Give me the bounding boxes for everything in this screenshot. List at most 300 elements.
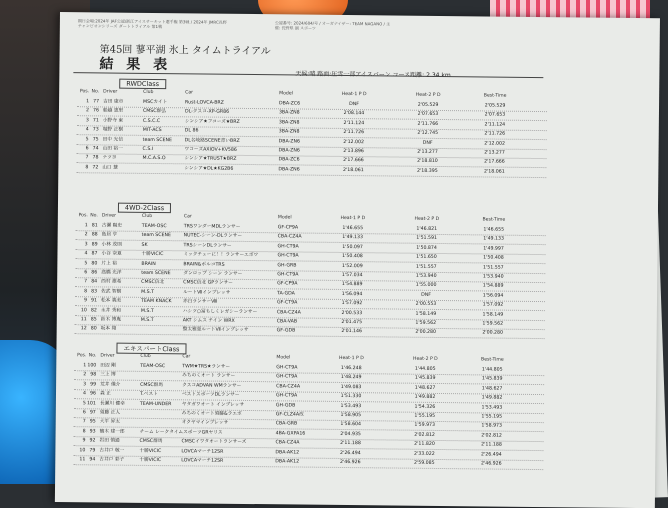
cell-car: LOVCAマーチ12SR	[181, 456, 271, 466]
cell-car: BRAIN&ポルコTRS	[183, 260, 273, 270]
cell-no: 73	[90, 126, 99, 135]
cell-no: 89	[89, 240, 98, 249]
cell-no: 87	[88, 249, 97, 258]
cell-club: team SCENE	[142, 231, 180, 240]
cell-heat2: 1'55.000	[387, 281, 465, 291]
cell-best: 1'51.557	[471, 263, 515, 272]
column-header-car: Car	[185, 90, 275, 96]
column-header-pos: Pos.	[76, 213, 88, 218]
cell-best: 2'18.061	[472, 167, 516, 176]
cell-no: 95	[87, 418, 96, 427]
cell-heat1: 2'11.726	[321, 128, 387, 138]
column-header-club: Club	[142, 214, 180, 219]
cell-best: 1'59.562	[471, 319, 515, 328]
cell-heat1: 2'46.926	[317, 458, 383, 468]
cell-heat1: 2'13.896	[321, 147, 387, 157]
cell-heat2: 2'07.653	[389, 110, 467, 120]
cell-club: M.S.T	[141, 288, 179, 297]
cell-heat2: 2'11.820	[385, 440, 463, 450]
cell-car: ダンロップ シーン ランサー	[183, 269, 273, 279]
cell-club: C.S.I	[143, 145, 181, 154]
cell-model: GH-CT9A	[276, 363, 316, 372]
cell-pos: 2	[77, 107, 89, 116]
cell-heat1: 2'04.935	[318, 430, 384, 440]
cell-model: 3BA-ZN8	[279, 109, 319, 118]
cell-best: 2'13.277	[473, 148, 517, 157]
cell-club: TEAM KNACK	[141, 297, 179, 306]
cell-model: DBA-ZN6	[279, 137, 319, 146]
cell-pos: 3	[74, 380, 86, 389]
cell-heat1: 1'50.097	[320, 243, 386, 253]
cell-heat2: 2'59.085	[385, 458, 463, 468]
cell-club: M.S.T	[141, 316, 179, 325]
cell-car: シンシア★フコーズ★BRZ	[185, 117, 275, 127]
cell-driver: 荒井 儀介	[100, 380, 138, 389]
cell-club: team SCENE	[141, 269, 179, 278]
cell-best: 1'53.493	[470, 403, 514, 412]
cell-heat1: 1'52.009	[319, 261, 385, 271]
column-header-heat1: Heat-1 P D	[318, 356, 384, 362]
cell-heat1: 2'01.146	[319, 327, 385, 337]
cell-club: チーム レークタイムスポーツGRヤリス	[140, 428, 178, 437]
cell-model: DBA-ZN6	[279, 146, 319, 155]
cell-model: DBA-AK12	[275, 457, 315, 466]
cell-heat2: 2'18.810	[388, 157, 466, 167]
cell-pos: 11	[75, 315, 87, 324]
column-header-no: No.	[87, 353, 96, 358]
cell-best: 1'44.805	[470, 365, 514, 374]
cell-driver: 須藤 正人	[100, 408, 138, 417]
cell-heat1: 2'11.124	[321, 119, 387, 129]
cell-heat1: 1'46.248	[318, 364, 384, 374]
cell-car: LOVCAマーチ12SR	[181, 447, 271, 457]
cell-no: 74	[90, 144, 99, 153]
cell-no: 79	[86, 446, 95, 455]
cell-no: 80	[88, 259, 97, 268]
cell-car: クスコADVAN WMランサー	[182, 381, 272, 391]
cell-heat1: 1'53.493	[318, 401, 384, 411]
cell-no: 84	[88, 278, 97, 287]
cell-pos: 1	[77, 97, 89, 106]
column-header-pos: Pos.	[77, 89, 89, 94]
cell-car: NUTEC-シーン-DLランサー	[184, 232, 274, 242]
cell-no: 96	[87, 389, 96, 398]
cell-driver: 片上 裕	[101, 259, 139, 268]
cell-driver: テツヨ	[102, 154, 140, 163]
cell-club: TEAM-UNDER	[140, 399, 178, 408]
cell-driver: 古井戸 敬一	[99, 446, 137, 455]
cell-car: ハシツ○冨もしくレガシーランサー	[183, 307, 273, 317]
column-header-driver: Driver	[103, 89, 141, 94]
cell-heat1: 2'08.144	[321, 109, 387, 119]
cell-driver: 古井戸 彩子	[99, 455, 137, 464]
cell-heat2: 1'49.882	[386, 393, 464, 403]
cell-heat2: 1'45.839	[386, 374, 464, 384]
cell-driver: 山口 慧	[102, 163, 140, 172]
cell-club: CMSC群馬	[139, 437, 177, 446]
cell-best: 1'50.408	[471, 254, 515, 263]
cell-pos: 11	[73, 455, 85, 464]
cell-no: 88	[89, 231, 98, 240]
cell-driver: 高橋 光洋	[101, 268, 139, 277]
cell-model: GF-GDB	[277, 327, 317, 336]
cell-club: M.S.T	[141, 306, 179, 315]
cell-club: C.S.C.C	[143, 117, 181, 126]
event-info-right: 公認番号: 2024/604/号 / オーガナイザー: TEAM NAGANO / 主催: 長野県 湖 スポーツ	[275, 20, 395, 31]
cell-no: 91	[88, 296, 97, 305]
cell-model: DBA-AK12	[275, 448, 315, 457]
cell-model: CBA-GRB	[276, 420, 316, 429]
cell-driver: 森 正	[100, 390, 138, 399]
cell-car: ルートⅦインプレッサ	[183, 288, 273, 298]
cell-heat1: 2'00.533	[319, 308, 385, 318]
column-header-driver: Driver	[102, 213, 140, 218]
cell-no: 100	[87, 361, 96, 370]
cell-no: 93	[87, 427, 96, 436]
cell-pos: 10	[73, 446, 85, 455]
cell-car: CMSC信北 GPランサー	[183, 279, 273, 289]
cell-driver: 坂本 翔	[101, 325, 139, 334]
cell-pos: 2	[76, 231, 88, 240]
cell-no: 71	[90, 116, 99, 125]
cell-best: 2'26.494	[469, 450, 513, 459]
cell-heat2: 2'18.395	[388, 166, 466, 176]
cell-heat2: 1'51.557	[387, 262, 465, 272]
cell-pos: 5	[74, 399, 86, 408]
cell-car: みちのくオート ランサー	[182, 372, 272, 382]
cell-pos: 1	[76, 221, 88, 230]
cell-club: 十勝VICIC	[139, 456, 177, 465]
cell-model: GH-CT9A	[276, 373, 316, 382]
cell-best: 2'02.812	[470, 431, 514, 440]
cell-car: CMSCイワタオートランサーズ	[181, 437, 271, 447]
cell-car: TRSシーンDLランサー	[184, 241, 274, 251]
cell-heat1: 1'51.330	[318, 392, 384, 402]
column-header-car: Car	[184, 214, 274, 220]
cell-model: 3BA-ZN8	[279, 118, 319, 127]
cell-heat1: 1'46.655	[320, 224, 386, 234]
cell-model: DBA-ZC6	[278, 156, 318, 165]
cell-no: 77	[90, 97, 99, 106]
cell-club: MSCカイト	[143, 98, 181, 107]
cell-no: 85	[88, 315, 97, 324]
cell-heat2: 1'51.591	[388, 234, 466, 244]
cell-heat2: DNF	[387, 290, 465, 300]
weather-info: 天候:晴 路面:圧雪一部アイスバーン コース距離: 2.34 km	[295, 68, 450, 79]
cell-heat1: 1'57.034	[319, 271, 385, 281]
cell-no: 86	[88, 268, 97, 277]
cell-pos: 6	[75, 268, 87, 277]
cell-driver: 松本 義美	[101, 297, 139, 306]
cell-pos: 4	[77, 125, 89, 134]
cell-no: 92	[86, 436, 95, 445]
cell-heat2: 2'00.553	[387, 300, 465, 310]
cell-pos: 4	[75, 249, 87, 258]
cell-no: 72	[89, 163, 98, 172]
cell-car: TWM★TRS★ランサー	[182, 362, 272, 372]
cell-model: GH-CT9A	[278, 242, 318, 251]
cell-no: 98	[87, 371, 96, 380]
column-header-pos: Pos.	[74, 353, 86, 358]
cell-driver: 古瀬 陽史	[102, 221, 140, 230]
cell-driver: 田辺 剛	[100, 361, 138, 370]
cell-heat2: 2'11.766	[389, 119, 467, 129]
cell-no: 78	[89, 154, 98, 163]
cell-best: 1'58.973	[470, 422, 514, 431]
cell-heat2: 2'13.277	[389, 147, 467, 157]
cell-heat2: 1'55.195	[386, 411, 464, 421]
cell-heat2: 1'59.562	[387, 318, 465, 328]
cell-best: 2'00.280	[471, 329, 515, 338]
cell-car: ミックチューに！！ランサーエボワ	[183, 250, 273, 260]
cell-car: みちのくオート須藤&ラエボ	[182, 409, 272, 419]
cell-heat2: 2'33.022	[385, 449, 463, 459]
cell-driver: 永井 秀和	[101, 306, 139, 315]
cell-heat1: 1'49.133	[320, 233, 386, 243]
cell-model: GH-CT9A	[277, 270, 317, 279]
column-header-car: Car	[182, 354, 272, 360]
cell-model: GH-CT9A	[277, 251, 317, 260]
cell-best: 1'58.149	[471, 310, 515, 319]
cell-driver: 小野寺 東	[103, 116, 141, 125]
cell-heat1: 2'17.666	[320, 156, 386, 166]
cell-car: 整太雅夏ルートⅦインプレッサ	[183, 326, 273, 336]
cell-pos: 8	[74, 427, 86, 436]
cell-model: GH-CT9A	[276, 391, 316, 400]
cell-club: 十勝VICIC	[141, 250, 179, 259]
cell-pos: 10	[75, 306, 87, 315]
cell-car: DL名岐路SCENE青いBRZ	[185, 136, 275, 146]
cell-car: DL-クスコ-XP-GR86	[185, 108, 275, 118]
cell-best: 2'07.653	[473, 111, 517, 120]
event-info-left: 期日会場:2024年 JAF公認/浙江アイスサーキット選手権 第3戦 / 2024年 JMRC長野チャンピオンシリーズ ダートトライアル 第1戦	[78, 18, 228, 30]
cell-best: 2'11.124	[473, 120, 517, 129]
cell-heat1: 1'49.083	[318, 383, 384, 393]
cell-car: TRSワンダーMDLランサー	[184, 222, 274, 232]
cell-driver: 島居 亨	[102, 231, 140, 240]
cell-model: DBA-ZC6	[279, 99, 319, 108]
cell-driver: 大平 昇太	[100, 418, 138, 427]
cell-best: 2'46.926	[469, 459, 513, 468]
cell-no: 75	[90, 135, 99, 144]
cell-club: 十勝VICIC	[139, 446, 177, 455]
column-header-heat2: Heat-2 P D	[386, 356, 464, 362]
cell-model: GF-CT9A	[277, 298, 317, 307]
cell-heat2: 1'46.821	[388, 224, 466, 234]
cell-model: GF-CLZ4A改	[276, 410, 316, 419]
column-header-best: Best-Time	[470, 357, 514, 362]
cell-no: 83	[88, 287, 97, 296]
cell-pos: 12	[75, 325, 87, 334]
column-header-heat2: Heat-2 P D	[389, 92, 467, 98]
cell-driver: 堀野 正樹	[103, 126, 141, 135]
cell-model: 4BA-GXPA16	[276, 429, 316, 438]
cell-driver: 小林 茂則	[102, 240, 140, 249]
cell-heat1: 1'50.408	[319, 252, 385, 262]
cell-best: 1'48.627	[470, 384, 514, 393]
class-label: エキスパートClass	[116, 343, 186, 355]
cell-model: CBA-VAB	[277, 317, 317, 326]
cell-best: 1'46.655	[472, 225, 516, 234]
cell-heat2: 1'48.627	[386, 383, 464, 393]
cell-driver: 長瀬川 健幸	[100, 399, 138, 408]
cell-heat2: 2'02.812	[386, 430, 464, 440]
cell-driver: 吉田 康市	[103, 97, 141, 106]
cell-car: AKT シムス チイン WRX	[183, 316, 273, 326]
cell-heat1: 1'58.905	[318, 411, 384, 421]
cell-driver: 田中 光信	[103, 135, 141, 144]
column-header-heat1: Heat-1 P D	[321, 92, 387, 98]
class-label: RWDClass	[119, 79, 166, 89]
cell-heat1: 1'48.249	[318, 373, 384, 383]
cell-best: 1'54.889	[471, 282, 515, 291]
cell-best: 2'12.002	[473, 139, 517, 148]
cell-club: CMSC信北	[141, 278, 179, 287]
column-header-heat1: Heat-1 P D	[320, 216, 386, 222]
cell-pos: 9	[75, 296, 87, 305]
cell-heat1: 1'58.604	[318, 420, 384, 430]
cell-driver: 船越 恵里	[103, 107, 141, 116]
cell-car: ワコーズAXIOV+KV586	[185, 145, 275, 155]
cell-model: 3BA-ZN8	[279, 127, 319, 136]
cell-heat2: 1'58.149	[387, 309, 465, 319]
cell-model: GF-CP9A	[277, 280, 317, 289]
cell-driver: 鶴木 建一郎	[100, 427, 138, 436]
cell-pos: 3	[77, 116, 89, 125]
cell-car	[182, 428, 272, 429]
cell-pos: 6	[77, 144, 89, 153]
cell-model: CBA-CZ4A	[275, 438, 315, 447]
cell-heat1: 2'01.475	[319, 318, 385, 328]
cell-club: SK	[142, 241, 180, 250]
cell-driver: 佐武 智樹	[101, 287, 139, 296]
cell-pos: 3	[76, 240, 88, 249]
cell-no: 80	[88, 325, 97, 334]
cell-pos: 9	[73, 436, 85, 445]
cell-pos: 7	[75, 278, 87, 287]
class-label: 4WD-2Class	[118, 203, 171, 214]
cell-no: 76	[90, 107, 99, 116]
cell-driver: 山田 裕一	[103, 144, 141, 153]
cell-best: 2'17.666	[472, 158, 516, 167]
cell-best: 2'05.529	[473, 101, 517, 110]
cell-car: Rust-LOVCA-BRZ	[185, 98, 275, 108]
cell-best: 1'55.195	[470, 412, 514, 421]
cell-car: シンシア★DL★KG2B6	[184, 164, 274, 174]
cell-model: GH-GDB	[276, 401, 316, 410]
cell-pos: 5	[75, 259, 87, 268]
cell-club: team SCENE	[143, 135, 181, 144]
cell-no: 81	[89, 221, 98, 230]
cell-model: GF-CP9A	[278, 223, 318, 232]
cell-model: GH-GRB	[277, 261, 317, 270]
cell-no: 97	[87, 408, 96, 417]
cell-car: オクヤマインプレッサ	[182, 419, 272, 429]
cell-model: CBA-CZ4A	[278, 233, 318, 242]
cell-no: 82	[88, 306, 97, 315]
column-header-heat2: Heat-2 P D	[388, 216, 466, 222]
cell-pos: 5	[77, 135, 89, 144]
cell-heat2: 1'54.326	[386, 402, 464, 412]
cell-driver: 岩田 慎通	[99, 437, 137, 446]
cell-club: TEAM-OSC	[142, 222, 180, 231]
cell-model: DBA-ZN6	[278, 165, 318, 174]
column-header-no: No.	[89, 213, 98, 218]
cell-heat2: 1'53.940	[387, 271, 465, 281]
cell-heat1: 1'54.889	[319, 280, 385, 290]
cell-car: シンシア★TRUST★BRZ	[184, 155, 274, 165]
cell-no: 101	[87, 399, 96, 408]
cell-heat2: DNF	[389, 138, 467, 148]
column-header-best: Best-Time	[472, 217, 516, 222]
cell-heat1: DNF	[321, 100, 387, 110]
cell-pos: 7	[74, 418, 86, 427]
cell-driver: 三上 博	[100, 371, 138, 380]
cell-best: 1'56.094	[471, 291, 515, 300]
cell-heat1: 1'56.094	[319, 290, 385, 300]
cell-heat1: 2'11.188	[317, 439, 383, 449]
event-title: 第45回 蓼平湖 氷上 タイムトライアル	[100, 40, 271, 57]
cell-club: M.C.A.S.O	[142, 154, 180, 163]
cell-car: DL 86	[185, 127, 275, 137]
cell-club: CMSC群弘	[143, 107, 181, 116]
cell-car: 赤白ランサーⅧ	[183, 297, 273, 307]
cell-club: TEAM-OSC	[140, 362, 178, 371]
cell-heat2: 2'12.745	[389, 129, 467, 139]
cell-pos: 8	[76, 163, 88, 172]
cell-heat2: 2'05.529	[389, 100, 467, 110]
results-title: 結 果 表	[99, 53, 171, 74]
cell-best: 1'49.133	[472, 235, 516, 244]
cell-best: 1'57.092	[471, 301, 515, 310]
cell-pos: 7	[76, 154, 88, 163]
cell-pos: 1	[74, 361, 86, 370]
cell-pos: 2	[74, 371, 86, 380]
cell-model: CBA-CZ4A	[276, 382, 316, 391]
cell-club: MIT-ACS	[143, 126, 181, 135]
cell-heat2: 1'50.874	[388, 243, 466, 253]
cell-club: CMSC群馬	[140, 381, 178, 390]
cell-heat1: 1'57.092	[319, 299, 385, 309]
cell-best: 2'11.188	[469, 440, 513, 449]
cell-heat2: 1'44.805	[386, 364, 464, 374]
cell-no: 99	[87, 380, 96, 389]
column-header-model: Model	[279, 91, 319, 96]
cell-best: 1'45.839	[470, 375, 514, 384]
cell-model: TA-GDA	[277, 289, 317, 298]
column-header-model: Model	[278, 215, 318, 220]
cell-driver: 小谷 奈夏	[101, 250, 139, 259]
cell-best: 1'49.882	[470, 394, 514, 403]
cell-driver: 西村 雄希	[101, 278, 139, 287]
results-sheet	[55, 12, 660, 508]
cell-pos: 4	[74, 389, 86, 398]
cell-heat1: 2'26.494	[317, 448, 383, 458]
column-header-driver: Driver	[100, 353, 138, 358]
cell-pos: 8	[75, 287, 87, 296]
cell-heat2: 2'00.280	[387, 328, 465, 338]
cell-car: ヤタガワオート インプレッサ	[182, 400, 272, 410]
cell-club: T.ベスト	[140, 390, 178, 399]
cell-heat1: 2'18.061	[320, 166, 386, 176]
cell-heat1: 2'12.002	[321, 137, 387, 147]
cell-club: BRAIN	[141, 259, 179, 268]
column-header-model: Model	[276, 355, 316, 360]
cell-model: CBA-CZ4A	[277, 308, 317, 317]
column-header-club: Club	[143, 90, 181, 95]
cell-driver: 鈴木 博胤	[101, 315, 139, 324]
cell-car: ベストスポーツDLランサー	[182, 390, 272, 400]
